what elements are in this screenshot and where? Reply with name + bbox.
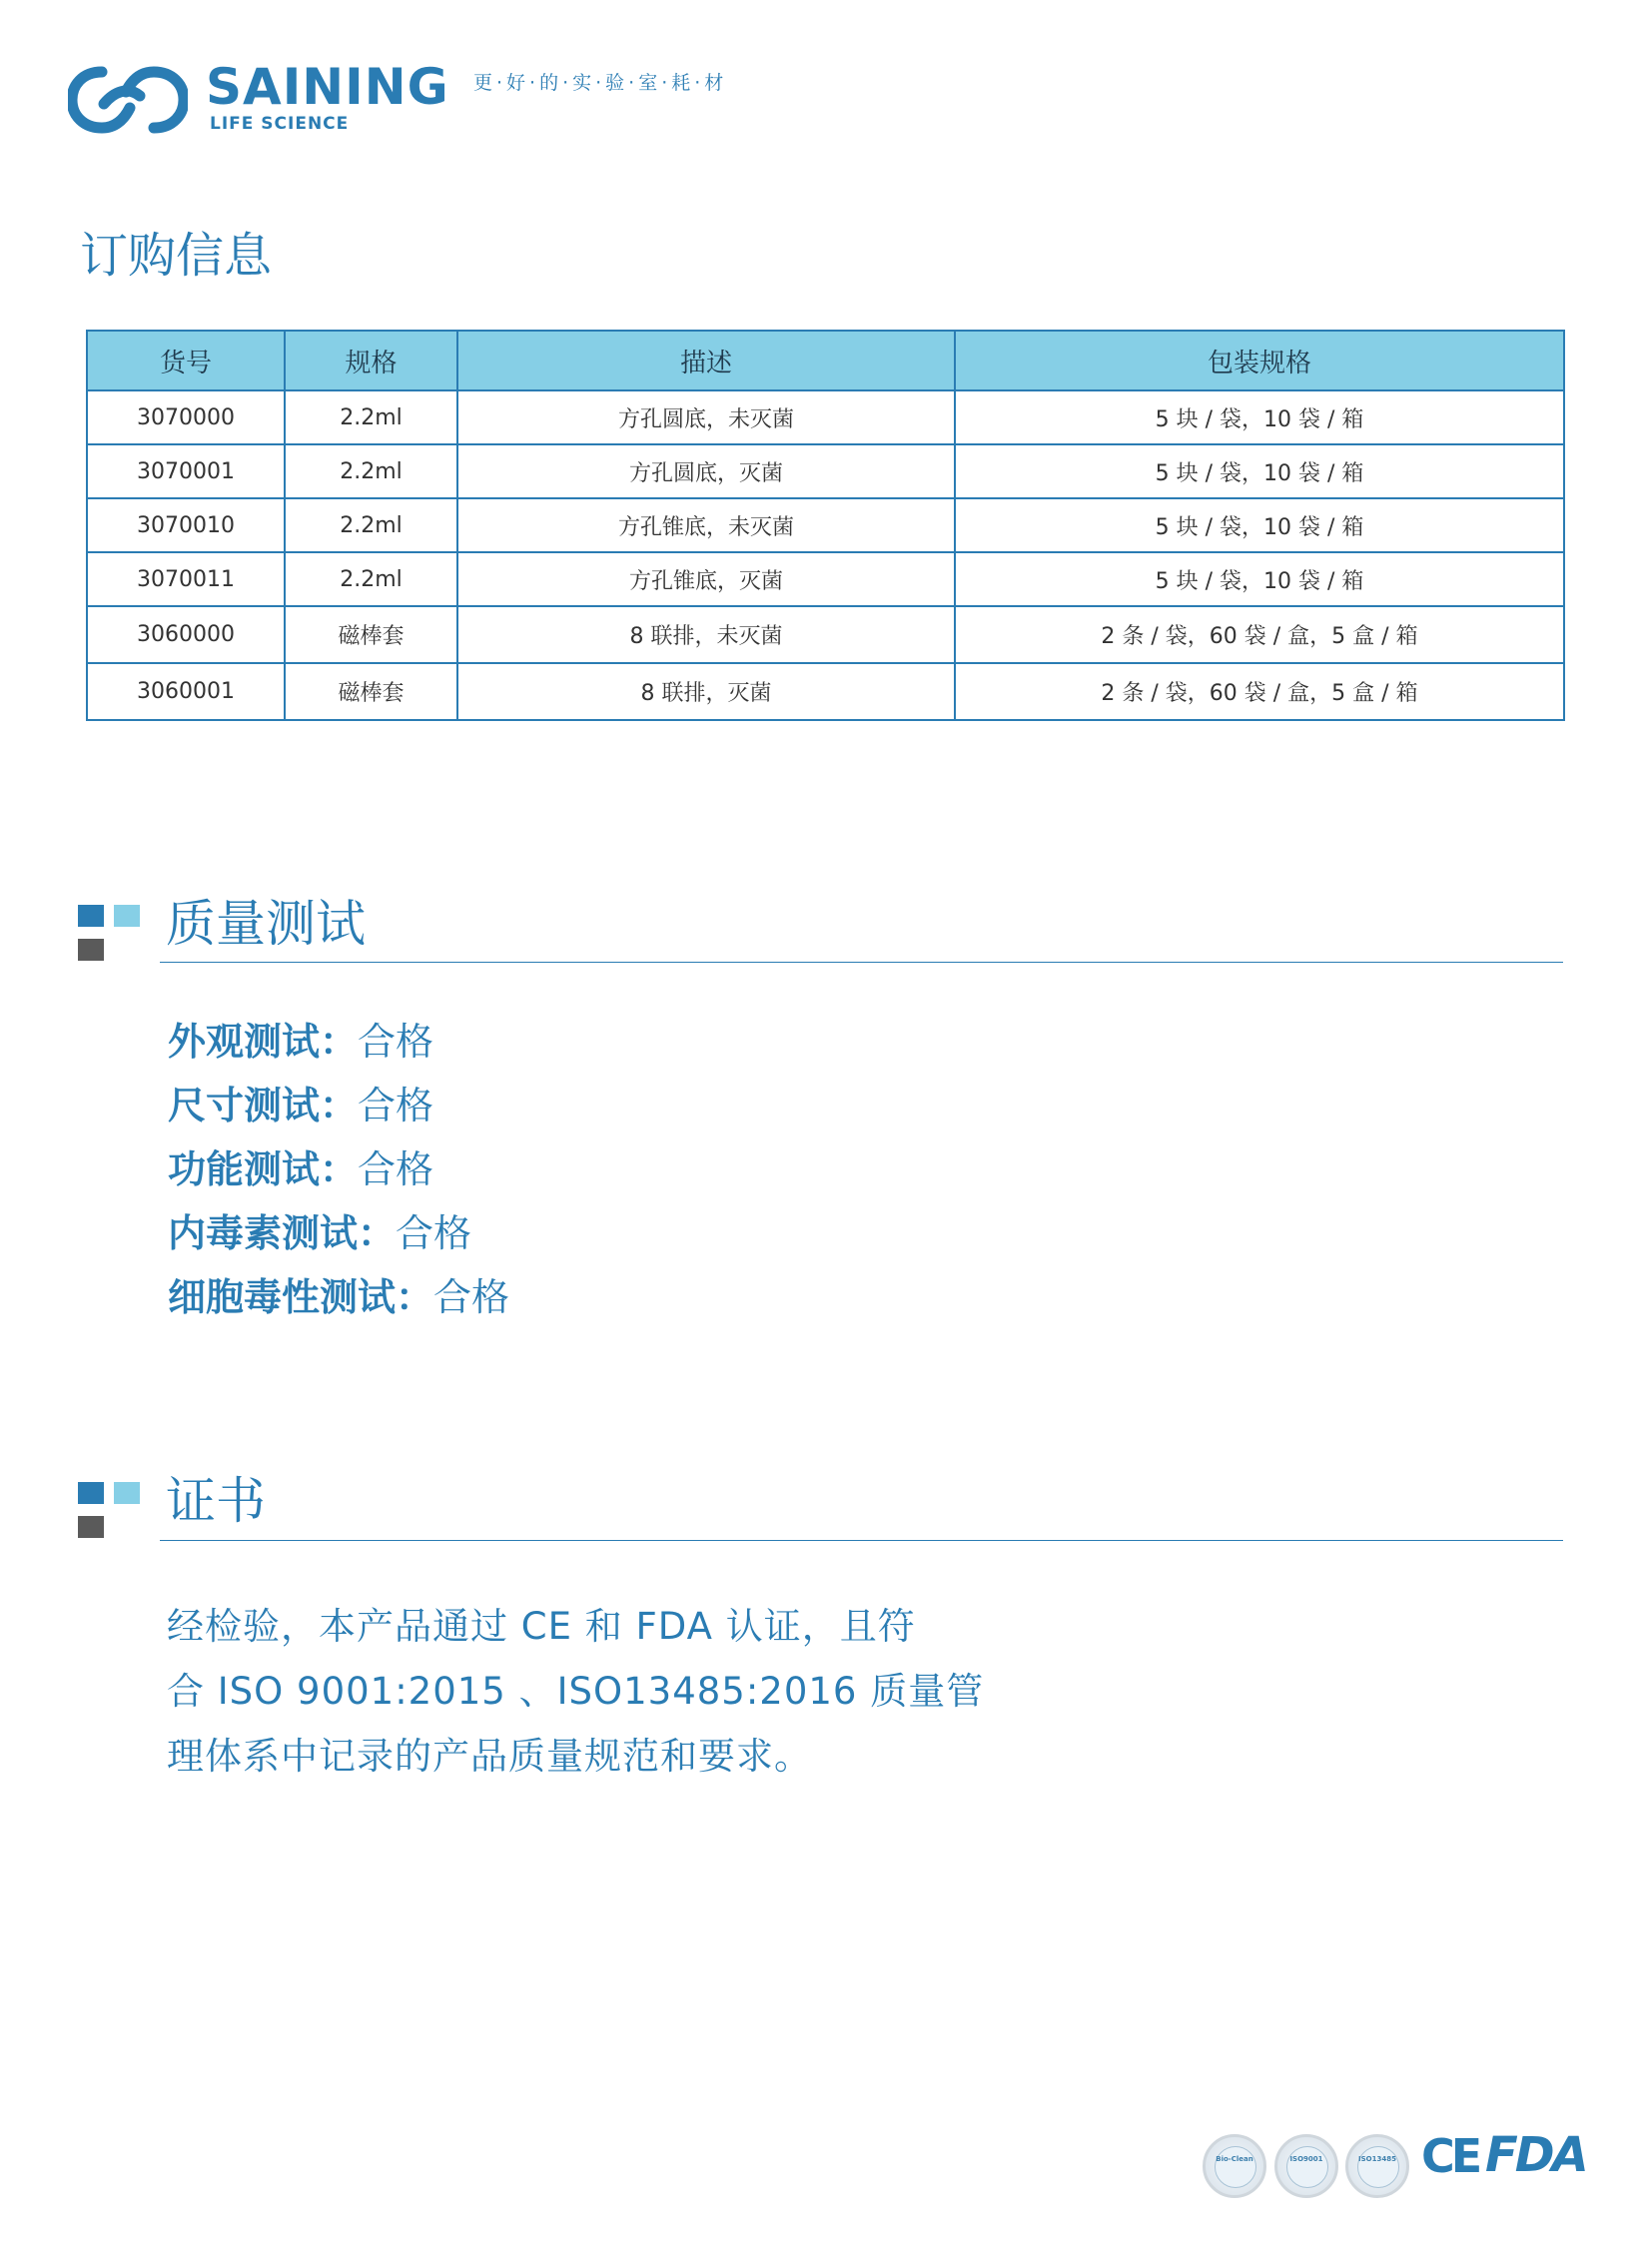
table-cell: 8 联排，未灭菌 (457, 606, 955, 663)
table-cell: 2.2ml (285, 498, 457, 552)
quality-item-value: 合格 (358, 1147, 434, 1191)
table-cell: 2.2ml (285, 444, 457, 498)
table-cell: 3060000 (87, 606, 285, 663)
quality-item-label: 外观测试： (168, 1020, 359, 1064)
brand-name: SAINING (206, 58, 449, 116)
quality-item-value: 合格 (433, 1275, 510, 1319)
ce-mark-icon: CE (1421, 2129, 1479, 2183)
table-row (87, 663, 1564, 720)
table-cell: 磁棒套 (285, 606, 457, 663)
column-header: 描述 (457, 331, 955, 390)
table-cell: 3060001 (87, 663, 285, 720)
brand-subtitle: LIFE SCIENCE (210, 114, 350, 134)
table-cell: 方孔圆底，灭菌 (457, 444, 955, 498)
table-cell: 2.2ml (285, 552, 457, 606)
table-cell: 5 块 / 袋，10 袋 / 箱 (955, 444, 1564, 498)
bio-clean-badge-icon: Bio-Clean (1203, 2134, 1266, 2198)
certificate-line: 经检验，本产品通过 CE 和 FDA 认证，且符 (167, 1605, 916, 1648)
table-cell: 方孔锥底，未灭菌 (457, 498, 955, 552)
table-cell: 3070011 (87, 552, 285, 606)
table-header-row (87, 331, 1564, 390)
quality-item-value: 合格 (358, 1084, 434, 1127)
quality-item (168, 1020, 434, 1064)
table-row (87, 390, 1564, 444)
slogan: 更·好·的·实·验·室·耗·材 (473, 72, 728, 94)
saining-logo-icon (68, 64, 188, 136)
section-divider (160, 962, 1563, 963)
quality-item-label: 功能测试： (168, 1147, 359, 1191)
table-cell: 方孔圆底，未灭菌 (457, 390, 955, 444)
table-cell: 2 条 / 袋，60 袋 / 盒，5 盒 / 箱 (955, 606, 1564, 663)
column-header: 包装规格 (955, 331, 1564, 390)
table-cell: 3070010 (87, 498, 285, 552)
table-cell: 磁棒套 (285, 663, 457, 720)
section-divider (160, 1540, 1563, 1541)
table-cell: 5 块 / 袋，10 袋 / 箱 (955, 498, 1564, 552)
quality-item-value: 合格 (358, 1020, 434, 1064)
certificate-text (167, 1594, 996, 1789)
quality-item (168, 1211, 472, 1255)
iso9001-badge-icon: ISO9001 (1274, 2134, 1338, 2198)
quality-item (168, 1147, 434, 1191)
iso13485-badge-icon: ISO13485 (1345, 2134, 1409, 2198)
table-row (87, 552, 1564, 606)
quality-item-value: 合格 (396, 1211, 472, 1255)
table-cell: 8 联排，灭菌 (457, 663, 955, 720)
table-row (87, 606, 1564, 663)
quality-item (168, 1275, 510, 1319)
column-header: 货号 (87, 331, 285, 390)
section-squares-icon (78, 905, 144, 961)
fda-mark-icon: FDA (1485, 2127, 1586, 2183)
certificate-line: 理体系中记录的产品质量规范和要求。 (167, 1735, 812, 1778)
table-row (87, 498, 1564, 552)
section-squares-icon (78, 1482, 144, 1538)
table-cell: 5 块 / 袋，10 袋 / 箱 (955, 552, 1564, 606)
table-cell: 2 条 / 袋，60 袋 / 盒，5 盒 / 箱 (955, 663, 1564, 720)
table-cell: 3070000 (87, 390, 285, 444)
order-table (86, 330, 1565, 721)
table-row (87, 444, 1564, 498)
quality-item (168, 1084, 434, 1127)
table-cell: 2.2ml (285, 390, 457, 444)
table-cell: 方孔锥底，灭菌 (457, 552, 955, 606)
quality-item-label: 细胞毒性测试： (168, 1275, 434, 1319)
quality-test-title: 质量测试 (166, 895, 366, 953)
quality-item-label: 内毒素测试： (168, 1211, 397, 1255)
quality-item-label: 尺寸测试： (168, 1084, 359, 1127)
certificate-line: 合 ISO 9001:2015 、ISO13485:2016 质量管 (167, 1670, 985, 1713)
table-cell: 5 块 / 袋，10 袋 / 箱 (955, 390, 1564, 444)
order-info-title: 订购信息 (80, 228, 273, 284)
certificate-title: 证书 (166, 1472, 266, 1530)
table-cell: 3070001 (87, 444, 285, 498)
column-header: 规格 (285, 331, 457, 390)
